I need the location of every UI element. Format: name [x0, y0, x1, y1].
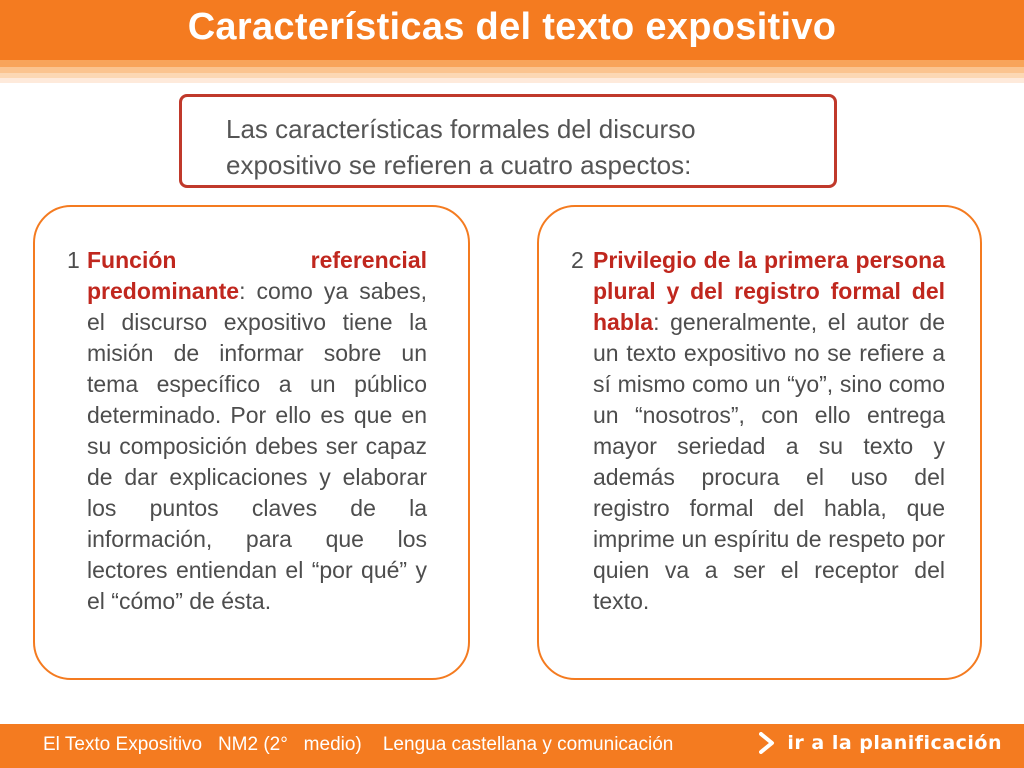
card-text	[87, 245, 427, 617]
footer-bar	[0, 724, 1024, 768]
header-stripe	[0, 78, 1024, 83]
characteristic-card-1	[33, 205, 470, 680]
card-heading: Privilegio de la primera persona plural y del registro formal del habla	[593, 247, 945, 335]
slide-title: Características del texto expositivo	[187, 6, 837, 48]
planning-link-label: ir a la planificación	[787, 732, 1002, 754]
card-separator: :	[653, 309, 660, 335]
header-bar	[0, 0, 1024, 60]
footer-caption: El Texto Expositivo NM2 (2° medio) Lengua castellana y comunicación	[43, 734, 674, 755]
card-number: 2	[571, 247, 584, 273]
intro-text: Las características formales del discurso expositivo se refieren a cuatro aspectos:	[226, 114, 696, 180]
card-separator: :	[239, 278, 246, 304]
card-heading: Función referencial predominante	[87, 247, 427, 304]
characteristic-card-2	[537, 205, 982, 680]
planning-link[interactable]	[759, 732, 1002, 754]
card-text	[593, 245, 945, 617]
card-description: generalmente, el autor de un texto expositivo no se refiere a sí mismo como un “yo”, sino como un “nosotros”, con ello entrega mayor seriedad a su texto y además procura el uso del registro formal del habla, que imprime un espíritu de respeto por quien va a ser el receptor del texto.	[593, 309, 945, 614]
card-description: como ya sabes, el discurso expositivo tiene la misión de informar sobre un tema específico a un público determinado. Por ello es que en su composición debes ser capaz de dar explicaciones y elaborar los puntos claves de la información, para que los lectores entiendan el “por qué” y el “cómo” de ésta.	[87, 278, 427, 614]
card-number: 1	[67, 247, 80, 273]
chevron-right-icon	[759, 732, 775, 754]
intro-box	[179, 94, 837, 188]
header-stripe	[0, 60, 1024, 67]
